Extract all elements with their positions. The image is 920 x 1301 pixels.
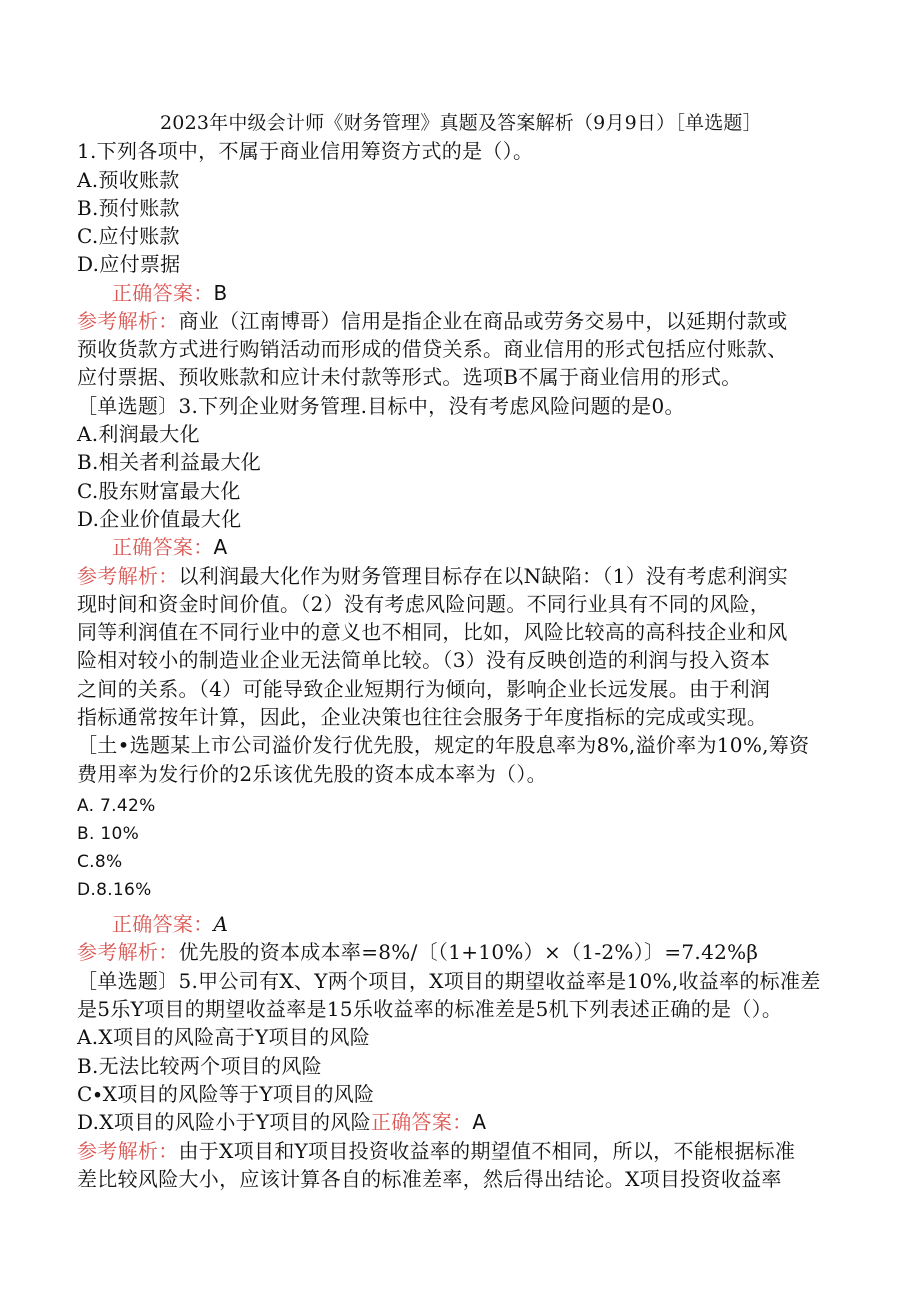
question-5-stem-line-2: 是5乐Y项目的期望收益率是15乐收益率的标准差是5机下列表述正确的是（）。 (77, 997, 783, 1021)
question-5-option-b: B.无法比较两个项目的风险 (77, 1054, 322, 1078)
analysis-label: 参考解析： (77, 564, 179, 588)
question-1-answer (112, 279, 228, 307)
question-5-analysis-line-2: 差比较风险大小，应该计算各自的标准差率，然后得出结论。X项目投资收益率 (77, 1167, 782, 1191)
question-1-option-c: C.应付账款 (77, 224, 180, 248)
analysis-label: 参考解析： (77, 309, 179, 333)
question-4-option-a: A. 7.42% (77, 796, 156, 816)
question-4-option-b: B. 10% (77, 824, 140, 844)
question-1-analysis-line-3: 应付票据、预收账款和应计未付款等形式。选项B不属于商业信用的形式。 (77, 365, 742, 389)
answer-value: A (213, 535, 228, 559)
question-1-option-a: A.预收账款 (77, 168, 180, 192)
question-3-option-d: D.企业价值最大化 (77, 507, 242, 531)
question-3-analysis-line-5: 之间的关系。（4）可能导致企业短期行为倾向，影响企业长远发展。由于利润 (77, 677, 771, 701)
question-4-option-c: C.8% (77, 852, 123, 872)
question-1-analysis-line-2: 预收货款方式进行购销活动而形成的借贷关系。商业信用的形式包括应付账款、 (77, 337, 788, 361)
option-d-text: D.X项目的风险小于Y项目的风险 (77, 1110, 371, 1134)
question-1-analysis-line-1 (77, 307, 788, 335)
question-3-analysis-line-1 (77, 562, 788, 590)
question-5-stem-line-1: ［单选题〕5.甲公司有X、Y两个项目，X项目的期望收益率是10%,收益率的标准差 (77, 969, 821, 993)
document-title: 2023年中级会计师《财务管理》真题及答案解析（9月9日）［单选题］ (160, 112, 762, 134)
answer-label: 正确答案： (370, 1110, 473, 1134)
question-3-option-c: C.股东财富最大化 (77, 479, 241, 503)
question-3-answer (112, 533, 227, 561)
question-5-option-a: A.X项目的风险高于Y项目的风险 (77, 1025, 371, 1049)
answer-value: A (472, 1110, 487, 1134)
question-1-option-b: B.预付账款 (77, 196, 180, 220)
analysis-label: 参考解析： (77, 940, 179, 964)
analysis-text: 商业（江南博哥）信用是指企业在商品或劳务交易中，以延期付款或 (178, 309, 788, 333)
question-3-analysis-line-3: 同等利润值在不同行业中的意义也不相同，比如，风险比较高的高科技企业和风 (77, 620, 788, 644)
analysis-label: 参考解析： (77, 1139, 179, 1163)
answer-label: 正确答案： (112, 535, 214, 559)
question-1-option-d: D.应付票据 (77, 252, 181, 276)
question-5-analysis-line-1 (77, 1137, 795, 1165)
question-3-analysis-line-4: 险相对较小的制造业企业无法简单比较。（3）没有反映创造的利润与投入资本 (77, 648, 771, 672)
question-4-stem-line-1: ［土•选题某上市公司溢价发行优先股，规定的年股息率为8%,溢价率为10%,筹资 (77, 733, 810, 757)
question-3-stem: ［单选题〕3.下列企业财务管理.目标中，没有考虑风险问题的是0。 (77, 394, 685, 418)
question-4-analysis-line-1 (77, 938, 758, 966)
question-3-analysis-line-6: 指标通常按年计算，因此，企业决策也往往会服务于年度指标的完成或实现。 (77, 705, 768, 729)
question-5-option-d-and-answer (77, 1108, 486, 1136)
question-4-answer (112, 910, 228, 938)
question-4-stem-line-2: 费用率为发行价的2乐该优先股的资本成本率为（）。 (77, 762, 547, 786)
question-3-option-b: B.相关者利益最大化 (77, 450, 262, 474)
question-4-option-d: D.8.16% (77, 880, 152, 900)
analysis-text: 由于X项目和Y项目投资收益率的期望值不相同，所以，不能根据标准 (178, 1139, 796, 1163)
analysis-text: 以利润最大化作为财务管理目标存在以N缺陷：（1）没有考虑利润实 (178, 564, 789, 588)
answer-value: A (213, 912, 229, 936)
answer-value: B (213, 281, 228, 305)
question-3-option-a: A.利润最大化 (77, 422, 200, 446)
answer-label: 正确答案： (112, 912, 214, 936)
answer-label: 正确答案： (112, 281, 214, 305)
question-3-analysis-line-2: 现时间和资金时间价值。（2）没有考虑风险问题。不同行业具有不同的风险， (77, 592, 771, 616)
analysis-text: 优先股的资本成本率=8%∕〔（1+10%）×（1-2%）〕=7.42%β (178, 940, 759, 964)
question-5-option-c: C∙X项目的风险等于Y项目的风险 (77, 1082, 375, 1106)
question-1-stem: 1.下列各项中，不属于商业信用筹资方式的是（）。 (77, 139, 534, 163)
